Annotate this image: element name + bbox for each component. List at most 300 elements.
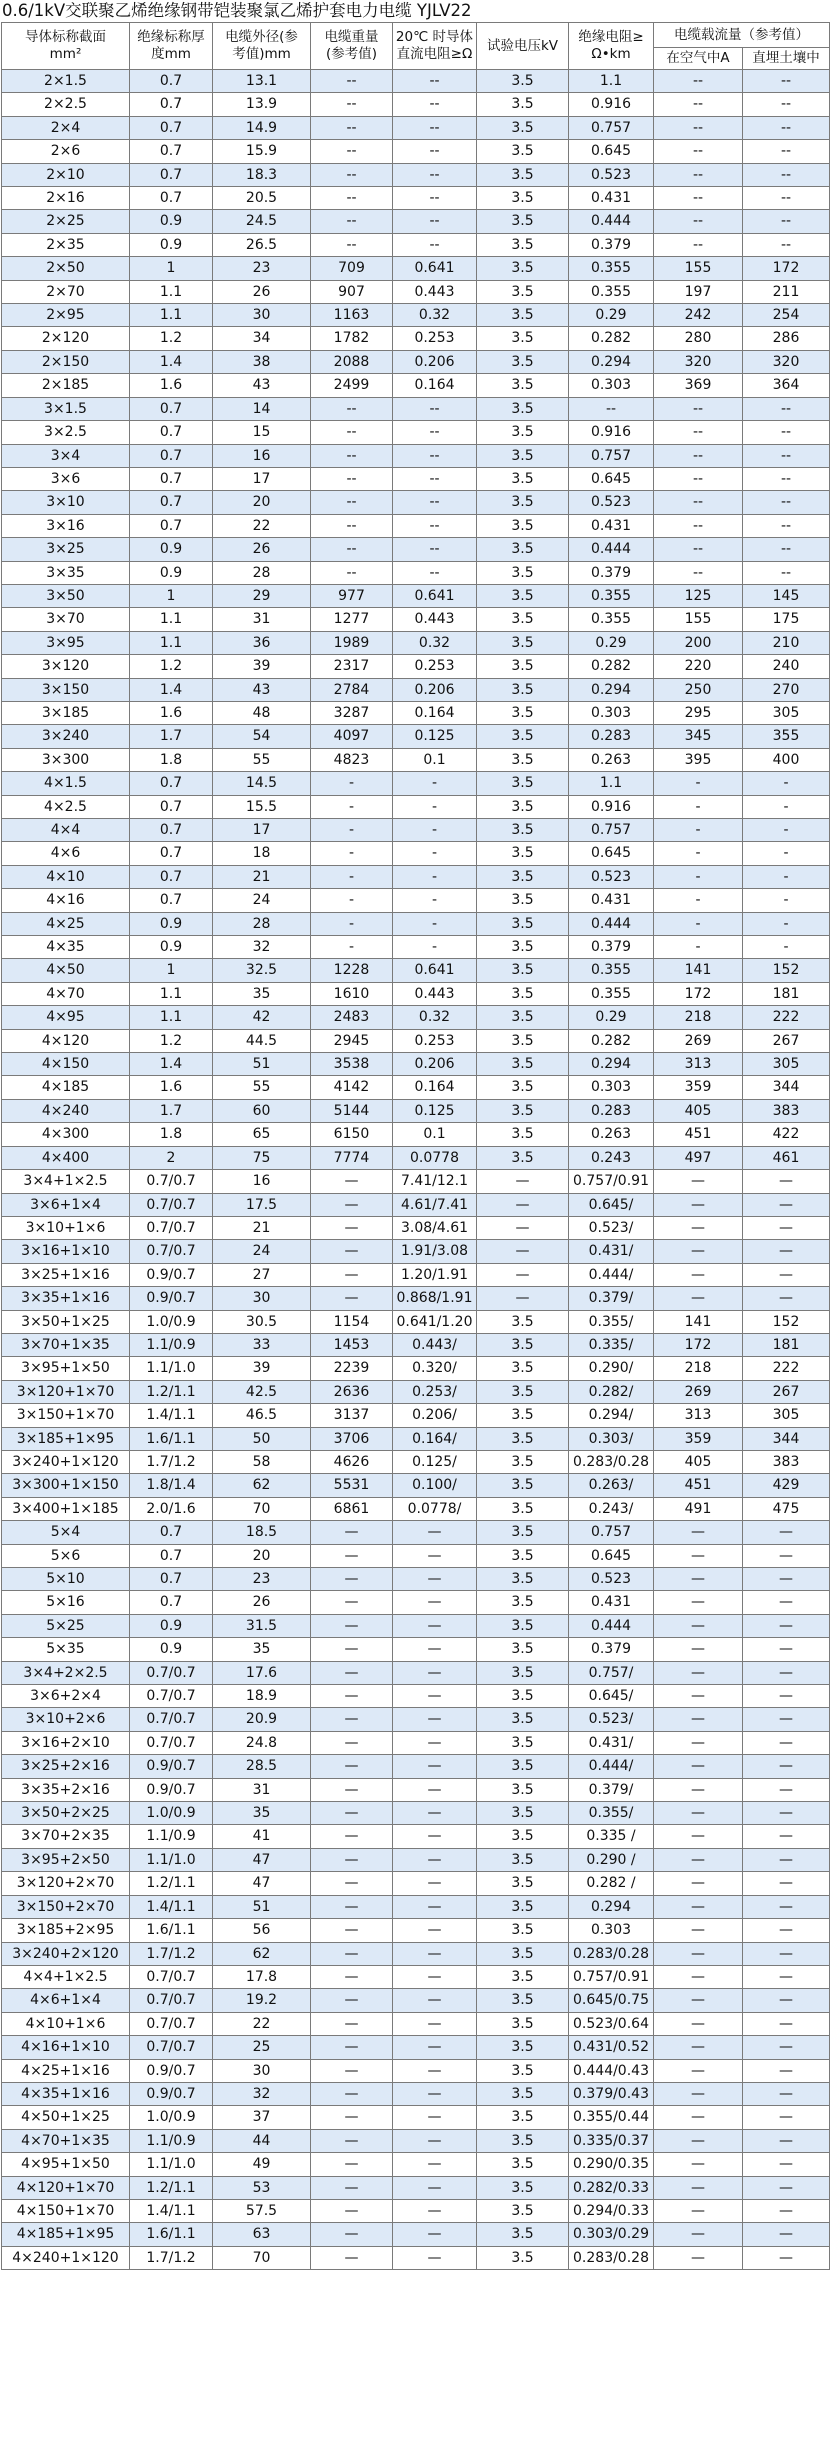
cell-cable-weight: —	[311, 2199, 393, 2222]
cell-outer-diameter: 25	[213, 2036, 311, 2059]
table-row	[2, 1123, 830, 1146]
cell-ampacity-soil: —	[743, 1263, 830, 1286]
cell-cross-section: 4×50	[2, 959, 130, 982]
cell-cable-weight: 3706	[311, 1427, 393, 1450]
cell-ampacity-soil: 383	[743, 1099, 830, 1122]
cell-dc-resistance: 0.443	[393, 608, 477, 631]
cell-insulation-thickness: 1.7	[130, 725, 213, 748]
cell-dc-resistance: 1.20/1.91	[393, 1263, 477, 1286]
cell-cable-weight: 1782	[311, 327, 393, 350]
cell-outer-diameter: 65	[213, 1123, 311, 1146]
cell-test-voltage: 3.5	[477, 1591, 569, 1614]
cell-cable-weight: —	[311, 1638, 393, 1661]
cell-test-voltage: 3.5	[477, 1802, 569, 1825]
cell-cable-weight: 1453	[311, 1333, 393, 1356]
cell-insulation-thickness: 0.7	[130, 444, 213, 467]
cell-cable-weight: -	[311, 819, 393, 842]
cell-insulation-resistance: 0.294	[569, 1053, 654, 1076]
cell-cable-weight: —	[311, 1240, 393, 1263]
cell-test-voltage: 3.5	[477, 491, 569, 514]
table-row	[2, 795, 830, 818]
cell-insulation-resistance: 0.757/0.91	[569, 1170, 654, 1193]
cell-cable-weight: —	[311, 1989, 393, 2012]
cell-ampacity-air: --	[654, 444, 743, 467]
cell-ampacity-soil: --	[743, 210, 830, 233]
cell-ampacity-air: —	[654, 1263, 743, 1286]
table-row	[2, 327, 830, 350]
cell-insulation-thickness: 0.7/0.7	[130, 1661, 213, 1684]
cell-test-voltage: 3.5	[477, 889, 569, 912]
cell-outer-diameter: 22	[213, 2012, 311, 2035]
cell-dc-resistance: 0.443	[393, 982, 477, 1005]
cell-cross-section: 5×4	[2, 1521, 130, 1544]
cell-cable-weight: —	[311, 1731, 393, 1754]
cell-outer-diameter: 16	[213, 444, 311, 467]
cell-insulation-resistance: 0.757	[569, 1521, 654, 1544]
cell-cable-weight: 4142	[311, 1076, 393, 1099]
cell-dc-resistance: —	[393, 1895, 477, 1918]
cell-ampacity-air: —	[654, 1872, 743, 1895]
document-title: 0.6/1kV交联聚乙烯绝缘钢带铠装聚氯乙烯护套电力电缆 YJLV22	[2, 1, 472, 20]
cell-outer-diameter: 47	[213, 1848, 311, 1871]
cell-cable-weight: —	[311, 1591, 393, 1614]
cell-ampacity-soil: --	[743, 93, 830, 116]
cell-insulation-resistance: 0.335/0.37	[569, 2129, 654, 2152]
cell-outer-diameter: 26	[213, 538, 311, 561]
cell-cable-weight: 3538	[311, 1053, 393, 1076]
cell-cable-weight: —	[311, 1848, 393, 1871]
cell-insulation-thickness: 1.2/1.1	[130, 1872, 213, 1895]
cell-insulation-resistance: 0.283	[569, 1099, 654, 1122]
cell-ampacity-air: -	[654, 795, 743, 818]
table-row	[2, 467, 830, 490]
table-row	[2, 1591, 830, 1614]
cell-ampacity-air: —	[654, 1170, 743, 1193]
cell-outer-diameter: 53	[213, 2176, 311, 2199]
cell-outer-diameter: 14	[213, 397, 311, 420]
cell-ampacity-air: --	[654, 421, 743, 444]
cell-insulation-resistance: 0.757	[569, 116, 654, 139]
cell-ampacity-air: -	[654, 819, 743, 842]
cell-insulation-resistance: 0.355/0.44	[569, 2106, 654, 2129]
table-row	[2, 1357, 830, 1380]
cell-ampacity-air: —	[654, 1802, 743, 1825]
cell-outer-diameter: 20.5	[213, 187, 311, 210]
cell-test-voltage: 3.5	[477, 1450, 569, 1473]
header-ampacity-group: 电缆载流量（参考值）	[654, 23, 830, 48]
cell-cross-section: 3×70+1×35	[2, 1333, 130, 1356]
cell-insulation-thickness: 1.0/0.9	[130, 1310, 213, 1333]
cell-insulation-thickness: 1.6	[130, 374, 213, 397]
cell-ampacity-air: —	[654, 1825, 743, 1848]
cell-ampacity-soil: 210	[743, 631, 830, 654]
cell-test-voltage: 3.5	[477, 538, 569, 561]
cell-ampacity-air: 491	[654, 1497, 743, 1520]
cell-dc-resistance: 0.206	[393, 1053, 477, 1076]
cell-test-voltage: 3.5	[477, 280, 569, 303]
cell-dc-resistance: --	[393, 491, 477, 514]
cell-cable-weight: 1989	[311, 631, 393, 654]
cell-ampacity-soil: -	[743, 912, 830, 935]
cell-cable-weight: --	[311, 467, 393, 490]
cell-insulation-thickness: 0.7	[130, 819, 213, 842]
cell-insulation-resistance: 0.282	[569, 327, 654, 350]
cell-dc-resistance: --	[393, 163, 477, 186]
cell-cross-section: 3×95+1×50	[2, 1357, 130, 1380]
cell-outer-diameter: 32.5	[213, 959, 311, 982]
cell-insulation-resistance: 0.916	[569, 421, 654, 444]
cell-insulation-thickness: 1.7	[130, 1099, 213, 1122]
cell-dc-resistance: --	[393, 561, 477, 584]
cell-dc-resistance: 0.164	[393, 374, 477, 397]
cell-ampacity-air: -	[654, 889, 743, 912]
cell-insulation-thickness: 1.6	[130, 1076, 213, 1099]
cell-ampacity-soil: 181	[743, 982, 830, 1005]
cell-dc-resistance: —	[393, 1614, 477, 1637]
cell-ampacity-soil: 305	[743, 1053, 830, 1076]
cell-cross-section: 3×16+2×10	[2, 1731, 130, 1754]
cell-insulation-resistance: 0.335 /	[569, 1825, 654, 1848]
cell-cable-weight: 1228	[311, 959, 393, 982]
table-row	[2, 210, 830, 233]
cell-insulation-resistance: 0.294/0.33	[569, 2199, 654, 2222]
cell-ampacity-air: —	[654, 2059, 743, 2082]
cell-ampacity-soil: —	[743, 2012, 830, 2035]
cell-insulation-thickness: 1.4/1.1	[130, 1895, 213, 1918]
cell-test-voltage: 3.5	[477, 655, 569, 678]
cell-cross-section: 2×185	[2, 374, 130, 397]
cell-ampacity-soil: 145	[743, 584, 830, 607]
cell-ampacity-soil: —	[743, 1919, 830, 1942]
cell-cable-weight: 977	[311, 584, 393, 607]
cell-cable-weight: —	[311, 2223, 393, 2246]
cell-outer-diameter: 62	[213, 1474, 311, 1497]
cell-ampacity-soil: 400	[743, 748, 830, 771]
cell-test-voltage: 3.5	[477, 1544, 569, 1567]
cell-ampacity-soil: —	[743, 1965, 830, 1988]
cell-insulation-thickness: 0.9	[130, 233, 213, 256]
table-row	[2, 936, 830, 959]
cell-insulation-thickness: 0.9/0.7	[130, 1287, 213, 1310]
cell-ampacity-soil: --	[743, 538, 830, 561]
cell-cable-weight: 2945	[311, 1029, 393, 1052]
cell-ampacity-soil: —	[743, 1216, 830, 1239]
cell-insulation-resistance: 0.444/	[569, 1263, 654, 1286]
table-row	[2, 1614, 830, 1637]
cell-ampacity-soil: —	[743, 1731, 830, 1754]
cell-test-voltage: 3.5	[477, 233, 569, 256]
cell-ampacity-air: 242	[654, 304, 743, 327]
table-row	[2, 1450, 830, 1473]
cell-dc-resistance: -	[393, 795, 477, 818]
cell-cable-weight: --	[311, 538, 393, 561]
cell-cable-weight: —	[311, 1755, 393, 1778]
cell-ampacity-soil: --	[743, 233, 830, 256]
cell-outer-diameter: 30.5	[213, 1310, 311, 1333]
cell-cable-weight: --	[311, 397, 393, 420]
cell-insulation-resistance: 0.645	[569, 1544, 654, 1567]
cell-insulation-resistance: 0.757	[569, 819, 654, 842]
cell-cross-section: 4×25+1×16	[2, 2059, 130, 2082]
cell-insulation-thickness: 0.7	[130, 1591, 213, 1614]
cell-ampacity-soil: --	[743, 561, 830, 584]
cell-insulation-resistance: 0.444	[569, 1614, 654, 1637]
cell-ampacity-soil: 152	[743, 1310, 830, 1333]
cell-insulation-thickness: 0.7	[130, 140, 213, 163]
cell-ampacity-air: —	[654, 1661, 743, 1684]
cell-insulation-resistance: 0.379/	[569, 1778, 654, 1801]
cell-insulation-thickness: 1	[130, 959, 213, 982]
header-insulation-resistance-line1: 绝缘电阻≥	[578, 29, 644, 45]
cell-outer-diameter: 26	[213, 280, 311, 303]
cell-outer-diameter: 20.9	[213, 1708, 311, 1731]
table-row	[2, 538, 830, 561]
cell-insulation-resistance: 0.303	[569, 701, 654, 724]
cell-insulation-resistance: 0.645	[569, 467, 654, 490]
cell-cable-weight: —	[311, 1614, 393, 1637]
cell-ampacity-air: --	[654, 561, 743, 584]
cell-test-voltage: 3.5	[477, 795, 569, 818]
table-row	[2, 2176, 830, 2199]
cell-test-voltage: 3.5	[477, 1357, 569, 1380]
cell-insulation-thickness: 1.4	[130, 1053, 213, 1076]
cell-insulation-resistance: 0.431	[569, 1591, 654, 1614]
cell-ampacity-air: —	[654, 1591, 743, 1614]
cell-ampacity-air: —	[654, 1778, 743, 1801]
table-row	[2, 1006, 830, 1029]
cell-dc-resistance: 0.0778/	[393, 1497, 477, 1520]
cell-insulation-thickness: 0.7	[130, 397, 213, 420]
cell-cross-section: 3×120	[2, 655, 130, 678]
cell-ampacity-air: --	[654, 210, 743, 233]
cell-outer-diameter: 43	[213, 374, 311, 397]
cell-cross-section: 3×120+2×70	[2, 1872, 130, 1895]
cell-ampacity-soil: --	[743, 116, 830, 139]
cell-insulation-resistance: 0.431	[569, 187, 654, 210]
cell-ampacity-air: 172	[654, 1333, 743, 1356]
cell-test-voltage: 3.5	[477, 561, 569, 584]
cell-dc-resistance: --	[393, 93, 477, 116]
table-row	[2, 889, 830, 912]
cell-ampacity-air: 395	[654, 748, 743, 771]
cell-cross-section: 3×400+1×185	[2, 1497, 130, 1520]
cell-cross-section: 4×10	[2, 865, 130, 888]
table-row	[2, 1076, 830, 1099]
cell-cable-weight: —	[311, 1895, 393, 1918]
table-row	[2, 1216, 830, 1239]
cell-ampacity-soil: —	[743, 2199, 830, 2222]
cell-cross-section: 4×35	[2, 936, 130, 959]
cell-outer-diameter: 49	[213, 2153, 311, 2176]
cell-cable-weight: --	[311, 163, 393, 186]
cell-outer-diameter: 24	[213, 1240, 311, 1263]
cell-ampacity-soil: -	[743, 842, 830, 865]
cell-ampacity-air: 359	[654, 1427, 743, 1450]
cell-insulation-thickness: 2.0/1.6	[130, 1497, 213, 1520]
table-row	[2, 561, 830, 584]
cell-outer-diameter: 35	[213, 982, 311, 1005]
cell-ampacity-soil: —	[743, 1778, 830, 1801]
table-row	[2, 1848, 830, 1871]
cell-ampacity-soil: --	[743, 163, 830, 186]
cell-cable-weight: 4823	[311, 748, 393, 771]
cell-dc-resistance: 0.253	[393, 655, 477, 678]
cell-insulation-resistance: 0.282	[569, 655, 654, 678]
cell-cable-weight: --	[311, 514, 393, 537]
cell-test-voltage: 3.5	[477, 1895, 569, 1918]
cell-test-voltage: —	[477, 1216, 569, 1239]
cell-dc-resistance: --	[393, 397, 477, 420]
cell-test-voltage: 3.5	[477, 116, 569, 139]
cell-cross-section: 4×35+1×16	[2, 2082, 130, 2105]
cell-insulation-resistance: 0.303	[569, 1076, 654, 1099]
cell-outer-diameter: 32	[213, 2082, 311, 2105]
cell-test-voltage: 3.5	[477, 1919, 569, 1942]
cell-cable-weight: 1610	[311, 982, 393, 1005]
cell-ampacity-air: —	[654, 2176, 743, 2199]
cell-insulation-resistance: 0.294	[569, 1895, 654, 1918]
cell-cross-section: 3×10+1×6	[2, 1216, 130, 1239]
cell-cross-section: 4×185	[2, 1076, 130, 1099]
cell-outer-diameter: 60	[213, 1099, 311, 1122]
cell-test-voltage: 3.5	[477, 1638, 569, 1661]
cell-cable-weight: --	[311, 210, 393, 233]
cell-ampacity-soil: 305	[743, 701, 830, 724]
table-row	[2, 1638, 830, 1661]
cell-insulation-resistance: 0.523	[569, 1568, 654, 1591]
cell-insulation-resistance: 0.282	[569, 1029, 654, 1052]
cell-outer-diameter: 23	[213, 257, 311, 280]
cell-test-voltage: 3.5	[477, 701, 569, 724]
cell-test-voltage: 3.5	[477, 327, 569, 350]
cell-ampacity-soil: —	[743, 2036, 830, 2059]
cell-dc-resistance: —	[393, 1544, 477, 1567]
cell-insulation-resistance: 1.1	[569, 70, 654, 93]
cell-test-voltage: 3.5	[477, 1380, 569, 1403]
cell-insulation-thickness: 0.7	[130, 865, 213, 888]
cell-outer-diameter: 13.1	[213, 70, 311, 93]
table-row	[2, 1029, 830, 1052]
cell-ampacity-air: -	[654, 936, 743, 959]
cell-ampacity-air: —	[654, 2012, 743, 2035]
cell-ampacity-air: 250	[654, 678, 743, 701]
cell-ampacity-soil: —	[743, 2176, 830, 2199]
header-cross-section-line1: 导体标称截面	[25, 29, 106, 45]
table-row	[2, 1474, 830, 1497]
cell-dc-resistance: 0.32	[393, 631, 477, 654]
cell-outer-diameter: 38	[213, 350, 311, 373]
cell-cross-section: 4×70+1×35	[2, 2129, 130, 2152]
cell-outer-diameter: 18.5	[213, 1521, 311, 1544]
cell-insulation-resistance: 0.757	[569, 444, 654, 467]
cell-ampacity-air: 405	[654, 1099, 743, 1122]
cell-cross-section: 3×240+2×120	[2, 1942, 130, 1965]
cell-cable-weight: --	[311, 116, 393, 139]
cell-dc-resistance: —	[393, 1802, 477, 1825]
cell-dc-resistance: --	[393, 116, 477, 139]
cell-ampacity-air: —	[654, 1755, 743, 1778]
cell-insulation-resistance: 0.523	[569, 163, 654, 186]
cell-cable-weight: —	[311, 1685, 393, 1708]
cell-insulation-thickness: 0.7	[130, 795, 213, 818]
cell-ampacity-soil: —	[743, 1287, 830, 1310]
cell-ampacity-soil: —	[743, 1544, 830, 1567]
cell-insulation-resistance: 0.523/	[569, 1216, 654, 1239]
cell-outer-diameter: 51	[213, 1895, 311, 1918]
cell-cross-section: 3×95+2×50	[2, 1848, 130, 1871]
cell-insulation-resistance: 0.444	[569, 210, 654, 233]
cell-insulation-resistance: 0.379	[569, 936, 654, 959]
cell-cable-weight: 1154	[311, 1310, 393, 1333]
cell-insulation-resistance: 0.243	[569, 1146, 654, 1169]
cell-cross-section: 5×35	[2, 1638, 130, 1661]
cell-cross-section: 4×25	[2, 912, 130, 935]
cell-dc-resistance: 0.641/1.20	[393, 1310, 477, 1333]
cell-dc-resistance: —	[393, 1661, 477, 1684]
cell-cross-section: 4×4+1×2.5	[2, 1965, 130, 1988]
cell-test-voltage: 3.5	[477, 2153, 569, 2176]
cell-ampacity-soil: --	[743, 467, 830, 490]
cell-insulation-resistance: 0.431	[569, 514, 654, 537]
cell-insulation-resistance: 0.335/	[569, 1333, 654, 1356]
cell-ampacity-air: —	[654, 1708, 743, 1731]
cell-ampacity-air: --	[654, 140, 743, 163]
cell-outer-diameter: 43	[213, 678, 311, 701]
table-row	[2, 2153, 830, 2176]
cell-insulation-resistance: 0.294	[569, 350, 654, 373]
cell-dc-resistance: 0.206	[393, 678, 477, 701]
cell-insulation-thickness: 0.9	[130, 1638, 213, 1661]
cell-cable-weight: --	[311, 233, 393, 256]
cell-test-voltage: 3.5	[477, 912, 569, 935]
table-row	[2, 912, 830, 935]
cell-dc-resistance: 0.164	[393, 1076, 477, 1099]
cell-ampacity-air: —	[654, 1638, 743, 1661]
cell-cable-weight: —	[311, 1193, 393, 1216]
cell-cross-section: 3×150+2×70	[2, 1895, 130, 1918]
cell-ampacity-air: 451	[654, 1474, 743, 1497]
table-row	[2, 678, 830, 701]
cell-ampacity-air: -	[654, 772, 743, 795]
cell-insulation-thickness: 0.7	[130, 1521, 213, 1544]
cell-ampacity-soil: —	[743, 1848, 830, 1871]
header-dc-resistance-line1: 20℃ 时导体	[395, 29, 474, 45]
cell-ampacity-soil: —	[743, 1568, 830, 1591]
cell-outer-diameter: 17.6	[213, 1661, 311, 1684]
cell-insulation-thickness: 0.7/0.7	[130, 2012, 213, 2035]
cell-outer-diameter: 20	[213, 1544, 311, 1567]
cell-insulation-thickness: 1.7/1.2	[130, 2246, 213, 2269]
cell-outer-diameter: 51	[213, 1053, 311, 1076]
cell-insulation-thickness: 0.7	[130, 93, 213, 116]
cell-cross-section: 2×10	[2, 163, 130, 186]
table-row	[2, 1263, 830, 1286]
cell-dc-resistance: -	[393, 889, 477, 912]
cell-outer-diameter: 42	[213, 1006, 311, 1029]
cell-cross-section: 3×25+2×16	[2, 1755, 130, 1778]
cell-outer-diameter: 24.8	[213, 1731, 311, 1754]
cell-ampacity-soil: 267	[743, 1380, 830, 1403]
cell-cable-weight: 2239	[311, 1357, 393, 1380]
cell-cable-weight: —	[311, 1778, 393, 1801]
table-row	[2, 1099, 830, 1122]
cell-test-voltage: 3.5	[477, 1497, 569, 1520]
table-row	[2, 1568, 830, 1591]
cell-outer-diameter: 18	[213, 842, 311, 865]
cell-ampacity-air: —	[654, 1544, 743, 1567]
cell-test-voltage: 3.5	[477, 2012, 569, 2035]
cell-cross-section: 2×25	[2, 210, 130, 233]
